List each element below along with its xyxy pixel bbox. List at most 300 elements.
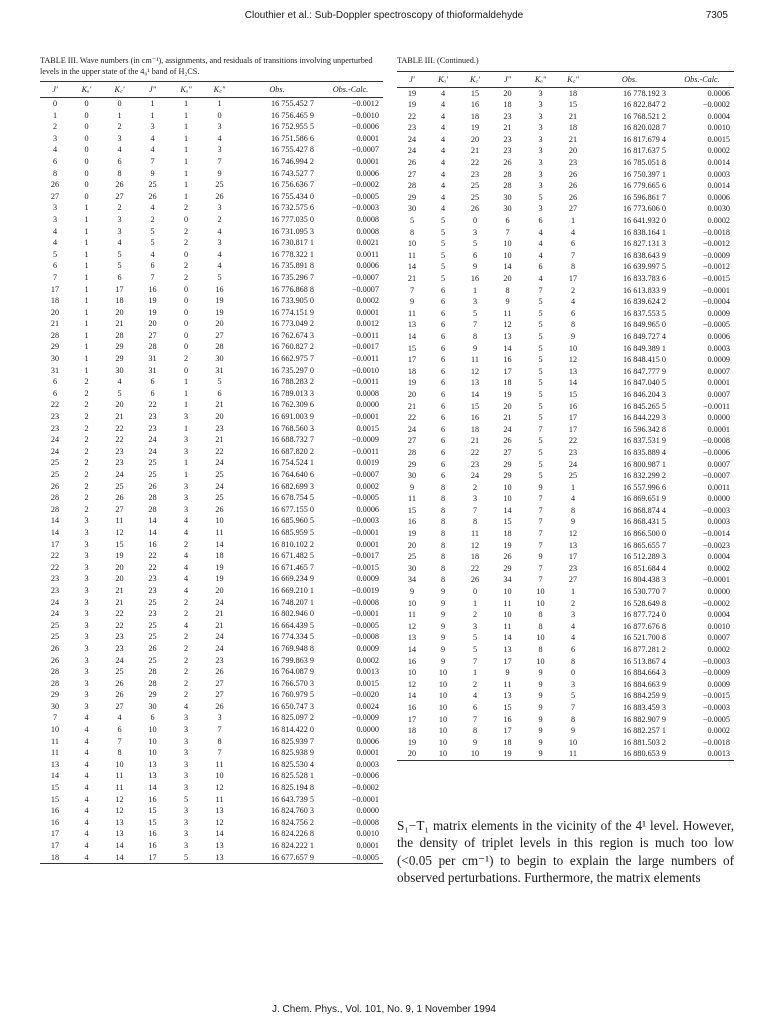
table-cell: 22 bbox=[50, 551, 60, 561]
table-cell: 28 bbox=[407, 447, 417, 457]
table-cell: 20 bbox=[215, 319, 224, 329]
table-cell: 16 799.863 9 bbox=[271, 655, 314, 665]
right-table bbox=[397, 71, 734, 761]
table-cell: 27 bbox=[115, 191, 124, 201]
table-cell: 9 bbox=[538, 714, 543, 724]
table-cell: 2 bbox=[84, 423, 89, 433]
table-cell: 5 bbox=[440, 262, 446, 272]
table-cell: 3 bbox=[472, 494, 478, 504]
table-cell: 2 bbox=[84, 377, 89, 387]
table-cell: 8 bbox=[440, 575, 446, 585]
table-cell: 5 bbox=[440, 274, 446, 283]
table-cell: 17 bbox=[50, 829, 60, 839]
table-cell: −0.0008 bbox=[702, 436, 730, 446]
table-row bbox=[397, 632, 734, 644]
table-cell: 4 bbox=[570, 494, 576, 504]
table-row bbox=[40, 666, 383, 678]
table-cell: 25 bbox=[50, 458, 60, 468]
table-cell: 8 bbox=[440, 552, 446, 562]
table-cell: 7 bbox=[52, 713, 58, 723]
table-cell: 0.0000 bbox=[707, 587, 730, 597]
table-cell: 1 bbox=[183, 458, 189, 468]
table-cell: 1 bbox=[183, 423, 189, 433]
table-cell: 1 bbox=[117, 110, 122, 120]
table-cell: 2 bbox=[84, 470, 89, 479]
table-cell: 13 bbox=[407, 633, 417, 643]
table-cell: 7 bbox=[472, 714, 478, 724]
left-table bbox=[40, 81, 383, 864]
table-cell: 9 bbox=[217, 168, 222, 178]
table-cell: 5 bbox=[117, 261, 122, 271]
table-row bbox=[40, 144, 383, 156]
table-cell: 25 bbox=[215, 180, 224, 190]
table-cell: 6 bbox=[440, 343, 446, 353]
table-cell: 4 bbox=[84, 806, 89, 816]
table-cell: 0 bbox=[52, 99, 58, 108]
table-cell: 3 bbox=[150, 122, 155, 132]
table-cell: 4 bbox=[440, 134, 446, 144]
table-cell: 5 bbox=[538, 366, 543, 376]
table-row bbox=[40, 515, 383, 527]
table-row bbox=[397, 459, 734, 471]
table-cell: 8 bbox=[440, 517, 446, 527]
table-cell: 11 bbox=[115, 783, 124, 793]
table-cell: 0.0009 bbox=[707, 679, 730, 689]
table-cell: 16 869.651 9 bbox=[623, 494, 666, 504]
table-cell: 8 bbox=[570, 505, 576, 515]
table-cell: 16 884.259 9 bbox=[623, 691, 666, 701]
table-cell: 31 bbox=[148, 354, 157, 364]
table-cell: 23 bbox=[148, 609, 157, 619]
table-cell: 15 bbox=[407, 505, 417, 515]
table-cell: 21 bbox=[115, 597, 124, 607]
table-cell: −0.0011 bbox=[352, 354, 379, 364]
table-cell: 22 bbox=[50, 562, 60, 572]
table-cell: 12 bbox=[407, 621, 417, 631]
table-cell: 3 bbox=[217, 713, 222, 723]
table-cell: 11 bbox=[215, 527, 224, 537]
table-cell: 21 bbox=[215, 609, 224, 619]
table-row bbox=[397, 551, 734, 563]
table-cell: 10 bbox=[407, 598, 417, 608]
table-cell: 5 bbox=[150, 238, 155, 248]
table-cell: 16 762.309 6 bbox=[271, 400, 314, 410]
table-cell: 16 677.155 0 bbox=[271, 504, 314, 514]
table-cell: 16 804.438 3 bbox=[623, 575, 666, 585]
table-cell: 2 bbox=[84, 481, 89, 491]
table-cell: −0.0008 bbox=[351, 632, 379, 642]
table-cell: 16 824.756 2 bbox=[271, 817, 314, 827]
table-cell: 6 bbox=[440, 459, 446, 469]
table-cell: 0.0009 bbox=[356, 643, 379, 653]
table-cell: −0.0005 bbox=[351, 620, 379, 630]
table-cell: 20 bbox=[115, 307, 124, 317]
table-cell: 6 bbox=[440, 378, 446, 388]
table-cell: 18 bbox=[568, 88, 578, 98]
table-cell: 16 760.979 5 bbox=[271, 690, 314, 700]
table-row bbox=[397, 702, 734, 714]
table-cell: 0 bbox=[472, 216, 478, 226]
table-cell: 16 868.431 5 bbox=[623, 517, 666, 527]
table-cell: 29 bbox=[503, 563, 512, 573]
table-cell: 4 bbox=[570, 227, 576, 237]
table-cell: 3 bbox=[84, 539, 89, 549]
table-row bbox=[40, 202, 383, 214]
table-cell: 22 bbox=[50, 400, 60, 410]
table-cell: 11 bbox=[215, 759, 224, 769]
table-row bbox=[397, 690, 734, 702]
table-cell: 20 bbox=[503, 88, 512, 98]
table-cell: 5 bbox=[538, 471, 543, 481]
table-cell: 0.0024 bbox=[356, 701, 379, 711]
table-cell: 15 bbox=[115, 539, 124, 549]
table-cell: 0.0001 bbox=[707, 378, 730, 388]
table-cell: 3 bbox=[538, 204, 543, 214]
table-cell: 25 bbox=[148, 620, 157, 630]
table-cell: 21 bbox=[215, 435, 224, 445]
table-cell: 27 bbox=[50, 191, 60, 201]
table-cell: 6 bbox=[570, 308, 576, 318]
table-cell: 19 bbox=[215, 574, 224, 584]
table-cell: 4 bbox=[183, 516, 189, 526]
table-row bbox=[397, 609, 734, 621]
table-row bbox=[397, 586, 734, 598]
table-cell: 4 bbox=[84, 713, 89, 723]
table-cell: 0.0002 bbox=[356, 655, 379, 665]
table-cell: 5 bbox=[538, 308, 543, 318]
table-cell: 19 bbox=[503, 540, 512, 550]
table-cell: 1 bbox=[472, 598, 478, 608]
table-cell: 23 bbox=[407, 123, 417, 133]
table-cell: 5 bbox=[570, 691, 576, 701]
table-cell: 16 820.028 7 bbox=[623, 123, 666, 133]
table-cell: 4 bbox=[440, 181, 446, 191]
table-cell: 26 bbox=[215, 701, 224, 711]
table-row bbox=[40, 620, 383, 632]
table-cell: 1 bbox=[217, 99, 222, 108]
table-cell: 4 bbox=[84, 829, 89, 839]
table-cell: 3 bbox=[538, 111, 543, 121]
table-row bbox=[40, 736, 383, 748]
table-cell: 19 bbox=[491, 748, 524, 760]
table-cell: 24 bbox=[470, 471, 480, 481]
table-cell: 20 bbox=[407, 389, 417, 399]
table-cell: 16 743.527 7 bbox=[271, 168, 314, 178]
table-cell: 16 bbox=[568, 401, 578, 411]
table-row bbox=[397, 725, 734, 737]
table-cell: 7 bbox=[538, 575, 543, 585]
column-header: K꜀″ bbox=[203, 82, 236, 98]
table-cell: 12 bbox=[407, 679, 417, 689]
table-cell: 3 bbox=[183, 771, 189, 781]
table-cell: 34 bbox=[503, 575, 512, 585]
table-cell: 22 bbox=[148, 551, 157, 561]
table-cell: 6 bbox=[117, 272, 122, 282]
table-cell: 25 bbox=[115, 481, 124, 491]
table-cell: 16 bbox=[407, 702, 417, 712]
table-cell: 16 833.783 6 bbox=[623, 274, 666, 283]
table-cell: 8 bbox=[505, 285, 510, 295]
table-cell: 26 bbox=[215, 504, 224, 514]
table-cell: 5 bbox=[150, 226, 155, 236]
table-row bbox=[397, 319, 734, 331]
table-cell: 24 bbox=[148, 446, 157, 456]
table-cell: 4 bbox=[538, 250, 543, 260]
table-cell: 3 bbox=[183, 493, 189, 503]
table-cell: 28 bbox=[50, 493, 60, 503]
table-cell: 26 bbox=[215, 191, 224, 201]
table-cell: 6 bbox=[472, 702, 478, 712]
table-cell: 0.0001 bbox=[707, 424, 730, 434]
table-cell: −0.0009 bbox=[702, 668, 730, 678]
table-row bbox=[40, 179, 383, 191]
table-cell: 15 bbox=[148, 817, 157, 827]
table-cell: 5 bbox=[217, 377, 222, 387]
table-cell: 16 755.452 7 bbox=[271, 99, 314, 108]
table-cell: 2 bbox=[183, 690, 189, 700]
table-cell: 8 bbox=[217, 736, 222, 746]
table-cell: 10 bbox=[148, 725, 157, 735]
table-cell: 1 bbox=[84, 354, 89, 364]
table-cell: 0.0008 bbox=[356, 226, 379, 236]
table-row bbox=[40, 689, 383, 701]
table-row bbox=[397, 598, 734, 610]
table-cell: 16 762.674 3 bbox=[271, 330, 314, 340]
table-cell: 12 bbox=[470, 540, 480, 550]
table-cell: 4 bbox=[440, 100, 446, 110]
table-row bbox=[40, 353, 383, 365]
table-cell: 5 bbox=[183, 794, 189, 804]
table-cell: 23 bbox=[215, 655, 224, 665]
table-cell: 0.0009 bbox=[707, 308, 730, 318]
table-cell: 11 bbox=[471, 355, 479, 365]
table-cell: 24 bbox=[50, 446, 60, 456]
table-cell: 26 bbox=[503, 552, 512, 562]
table-cell: 3 bbox=[84, 551, 89, 561]
table-cell: 7 bbox=[538, 563, 543, 573]
table-cell: 4 bbox=[217, 261, 222, 271]
table-cell: 4 bbox=[217, 133, 222, 143]
table-cell: 11 bbox=[115, 516, 124, 526]
table-cell: 23 bbox=[148, 423, 157, 433]
table-cell: 7 bbox=[538, 424, 543, 434]
table-row bbox=[40, 411, 383, 423]
table-cell: 16 825.528 1 bbox=[271, 771, 314, 781]
column-header: J′ bbox=[40, 82, 70, 98]
table-cell: 13 bbox=[407, 320, 417, 330]
table-cell: 19 bbox=[470, 123, 480, 133]
table-cell: 12 bbox=[503, 320, 512, 330]
table-cell: 28 bbox=[50, 330, 60, 340]
table-cell: 22 bbox=[568, 436, 578, 446]
table-cell: −0.0010 bbox=[351, 110, 379, 120]
table-cell: −0.0003 bbox=[351, 203, 379, 213]
table-cell: 19 bbox=[215, 562, 224, 572]
table-cell: −0.0012 bbox=[351, 99, 379, 108]
table-row bbox=[397, 470, 734, 482]
table-cell: 2 bbox=[183, 667, 189, 677]
table-cell: 0.0015 bbox=[356, 423, 379, 433]
table-cell: 16 756.465 9 bbox=[271, 110, 314, 120]
table-cell: 18 bbox=[503, 529, 512, 539]
table-cell: 23 bbox=[503, 146, 512, 156]
table-cell: 34 bbox=[407, 575, 417, 585]
table-cell: 3 bbox=[217, 145, 222, 155]
table-cell: 16 849.727 4 bbox=[623, 331, 666, 341]
table-cell: 2 bbox=[183, 261, 189, 271]
table-row bbox=[397, 667, 734, 679]
table-cell: 11 bbox=[115, 771, 124, 781]
table-cell: 3 bbox=[570, 679, 576, 689]
table-cell: −0.0011 bbox=[352, 377, 379, 387]
table-cell: 16 851.684 4 bbox=[623, 563, 666, 573]
table-cell: 10 bbox=[148, 748, 157, 758]
table-cell: 16 685.960 5 bbox=[271, 516, 314, 526]
table-cell: 16 669.234 9 bbox=[271, 574, 314, 584]
table-row bbox=[397, 111, 734, 123]
table-cell: 5 bbox=[538, 331, 543, 341]
table-cell: 7 bbox=[472, 656, 478, 666]
table-cell: 7 bbox=[52, 272, 58, 282]
table-row bbox=[40, 678, 383, 690]
table-row bbox=[40, 712, 383, 724]
table-cell: 4 bbox=[117, 145, 122, 155]
table-row bbox=[40, 388, 383, 400]
table-row bbox=[40, 481, 383, 493]
table-cell: 6 bbox=[440, 308, 446, 318]
table-row bbox=[397, 412, 734, 424]
table-cell: 0 bbox=[84, 99, 89, 108]
table-cell: 3 bbox=[183, 748, 189, 758]
table-cell: 1 bbox=[150, 99, 155, 108]
table-row bbox=[397, 505, 734, 517]
table-cell: 5 bbox=[538, 436, 543, 446]
table-cell: 9 bbox=[538, 702, 543, 712]
table-cell: 10 bbox=[215, 516, 224, 526]
table-cell: 16 755.434 0 bbox=[271, 191, 314, 201]
table-cell: 16 839.624 2 bbox=[623, 297, 666, 307]
table-cell: 24 bbox=[50, 597, 60, 607]
table-cell: 4 bbox=[440, 123, 446, 133]
table-cell: 18 bbox=[568, 123, 578, 133]
table-cell: 18 bbox=[50, 296, 60, 306]
table-cell: 0.0002 bbox=[356, 481, 379, 491]
table-cell: 27 bbox=[215, 690, 224, 700]
table-cell: 0.0007 bbox=[707, 633, 730, 643]
table-cell: 14 bbox=[148, 516, 157, 526]
table-cell: 9 bbox=[570, 331, 576, 341]
table-cell: 14 bbox=[148, 527, 157, 537]
table-cell: 26 bbox=[115, 180, 124, 190]
table-cell: 6 bbox=[117, 725, 122, 735]
table-cell: 16 530.770 7 bbox=[623, 587, 666, 597]
table-cell: 21 bbox=[470, 146, 480, 156]
table-cell: 4 bbox=[84, 748, 89, 758]
table-cell: 5 bbox=[117, 249, 122, 259]
table-row bbox=[397, 273, 734, 285]
table-cell: 2 bbox=[183, 643, 189, 653]
table-cell: −0.0023 bbox=[702, 540, 730, 550]
table-cell: 10 bbox=[536, 598, 545, 608]
table-cell: 26 bbox=[115, 493, 124, 503]
table-row bbox=[40, 504, 383, 516]
table-cell: −0.0001 bbox=[351, 794, 379, 804]
table-cell: 10 bbox=[148, 736, 157, 746]
table-cell: 0.0006 bbox=[356, 168, 379, 178]
table-cell: 6 bbox=[217, 388, 222, 398]
table-cell: 2 bbox=[150, 214, 155, 224]
table-cell: 19 bbox=[115, 551, 124, 561]
table-row bbox=[397, 192, 734, 204]
table-cell: −0.0005 bbox=[702, 320, 730, 330]
table-cell: 16 764.087 9 bbox=[271, 667, 314, 677]
table-row bbox=[40, 272, 383, 284]
table-cell: 1 bbox=[183, 470, 189, 479]
table-cell: 20 bbox=[50, 307, 60, 317]
table-cell: 0.0030 bbox=[707, 204, 730, 214]
table-cell: 14 bbox=[215, 829, 224, 839]
table-cell: 16 bbox=[407, 517, 417, 527]
table-row bbox=[40, 226, 383, 238]
table-cell: 8 bbox=[472, 331, 478, 341]
table-cell: 0.0009 bbox=[707, 355, 730, 365]
table-row bbox=[397, 157, 734, 169]
table-row bbox=[40, 608, 383, 620]
table-row bbox=[40, 747, 383, 759]
table-cell: 20 bbox=[215, 412, 224, 422]
table-cell: 25 bbox=[148, 655, 157, 665]
table-cell: 16 768.560 3 bbox=[271, 423, 314, 433]
table-cell: 6 bbox=[440, 366, 446, 376]
table-cell: 16 641.932 0 bbox=[623, 216, 666, 226]
table-row bbox=[397, 424, 734, 436]
table-cell: 10 bbox=[438, 726, 448, 736]
table-cell: 3 bbox=[472, 621, 478, 631]
table-cell: 30 bbox=[148, 701, 157, 711]
table-row bbox=[397, 574, 734, 586]
table-cell: 27 bbox=[115, 701, 124, 711]
table-row bbox=[40, 133, 383, 145]
table-cell: 7 bbox=[505, 227, 510, 237]
table-cell: 11 bbox=[408, 308, 416, 318]
journal-footer: J. Chem. Phys., Vol. 101, No. 9, 1 November 1994 bbox=[271, 1004, 496, 1015]
table-cell: 4 bbox=[84, 783, 89, 793]
table-cell: 2 bbox=[183, 597, 189, 607]
table-cell: 30 bbox=[215, 354, 224, 364]
table-cell: 16 bbox=[470, 100, 480, 110]
table-cell: 22 bbox=[148, 562, 157, 572]
table-cell: 7 bbox=[150, 272, 155, 282]
table-row bbox=[397, 644, 734, 656]
table-cell: 16 882.257 1 bbox=[623, 726, 666, 736]
table-cell: 9 bbox=[524, 748, 557, 760]
table-cell: 29 bbox=[407, 192, 417, 202]
table-cell: 16 845.265 5 bbox=[623, 401, 666, 411]
table-cell: 23 bbox=[115, 446, 124, 456]
table-cell: −0.0005 bbox=[702, 714, 730, 724]
table-cell: 0 bbox=[84, 133, 89, 143]
table-cell: 26 bbox=[50, 180, 60, 190]
table-row bbox=[397, 435, 734, 447]
table-cell: 28 bbox=[115, 330, 124, 340]
table-cell: 9 bbox=[440, 645, 446, 654]
table-cell: 5 bbox=[440, 227, 446, 237]
table-cell: 21 bbox=[50, 319, 60, 329]
table-row bbox=[397, 366, 734, 378]
table-cell: 17 bbox=[568, 552, 578, 562]
table-cell: 3 bbox=[183, 817, 189, 827]
table-cell: 1 bbox=[84, 214, 89, 224]
